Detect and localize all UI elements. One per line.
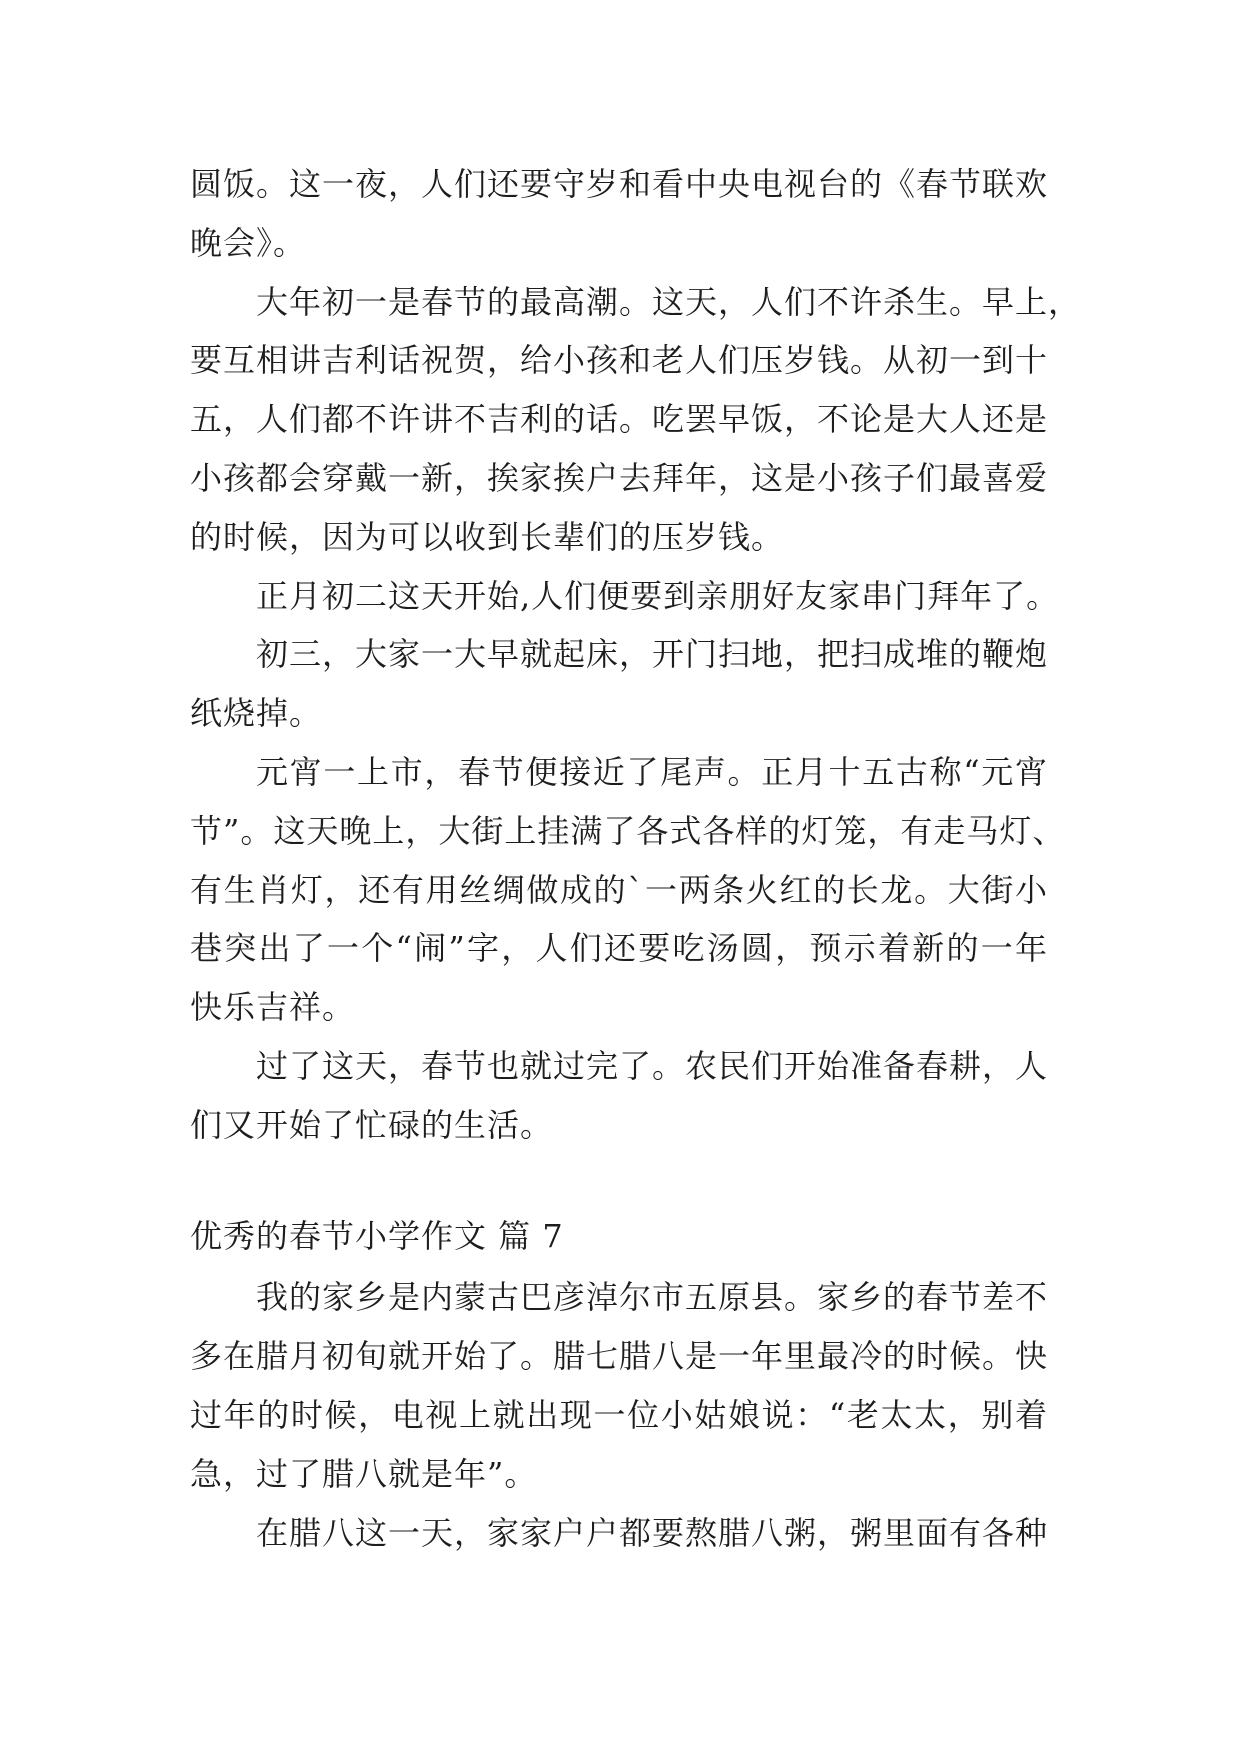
text-line: 快乐吉祥。 [190,988,356,1027]
text-line: 正月初二这天开始,人们便要到亲朋好友家串门拜年了。 [256,576,1060,615]
text-line: 要互相讲吉利话祝贺，给小孩和老人们压岁钱。从初一到十 [190,341,1049,380]
text-line: 五，人们都不许讲不吉利的话。吃罢早饭，不论是大人还是 [190,400,1049,439]
paragraph [190,273,1082,567]
document-body [190,155,1082,1562]
paragraph [190,1268,1048,1503]
text-line: 大年初一是春节的最高潮。这天，人们不许杀生。早上， [256,282,1082,321]
essay-heading: 优秀的春节小学作文 篇 7 [190,1216,564,1255]
text-line: 过年的时候，电视上就出现一位小姑娘说：“老太太，别着 [190,1395,1048,1434]
essay-continued [190,155,1082,1155]
text-line: 巷突出了一个“闹”字，人们还要吃汤圆，预示着新的一年 [190,929,1048,968]
text-line: 小孩都会穿戴一新，挨家挨户去拜年，这是小孩子们最喜爱 [190,458,1049,497]
text-line: 在腊八这一天，家家户户都要熬腊八粥，粥里面有各种 [256,1513,1049,1552]
text-line: 元宵一上市，春节便接近了尾声。正月十五古称“元宵 [256,752,1048,791]
paragraph [190,155,1048,273]
text-line: 有生肖灯，还有用丝绸做成的`一两条火红的长龙。大街小 [190,870,1048,909]
text-line: 晚会》。 [190,223,307,262]
paragraph [190,1504,1048,1563]
paragraph [190,1037,1048,1155]
paragraph [190,567,1060,626]
text-line: 我的家乡是内蒙古巴彦淖尔市五原县。家乡的春节差不 [256,1278,1049,1317]
essay-section-7 [190,1207,1048,1563]
paragraph [190,743,1066,1037]
text-line: 的时候，因为可以收到长辈们的压岁钱。 [190,517,785,556]
text-line: 节”。这天晚上，大街上挂满了各式各样的灯笼，有走马灯、 [190,811,1066,850]
paragraph [190,625,1048,743]
text-line: 们又开始了忙碌的生活。 [190,1105,554,1144]
text-line: 初三，大家一大早就起床，开门扫地，把扫成堆的鞭炮 [256,635,1049,674]
text-line: 纸烧掉。 [190,694,323,733]
text-line: 圆饭。这一夜，人们还要守岁和看中央电视台的《春节联欢 [190,165,1049,203]
text-line: 多在腊月初旬就开始了。腊七腊八是一年里最冷的时候。快 [190,1337,1049,1376]
text-line: 急，过了腊八就是年”。 [190,1454,538,1493]
text-line: 过了这天，春节也就过完了。农民们开始准备春耕，人 [256,1046,1049,1085]
